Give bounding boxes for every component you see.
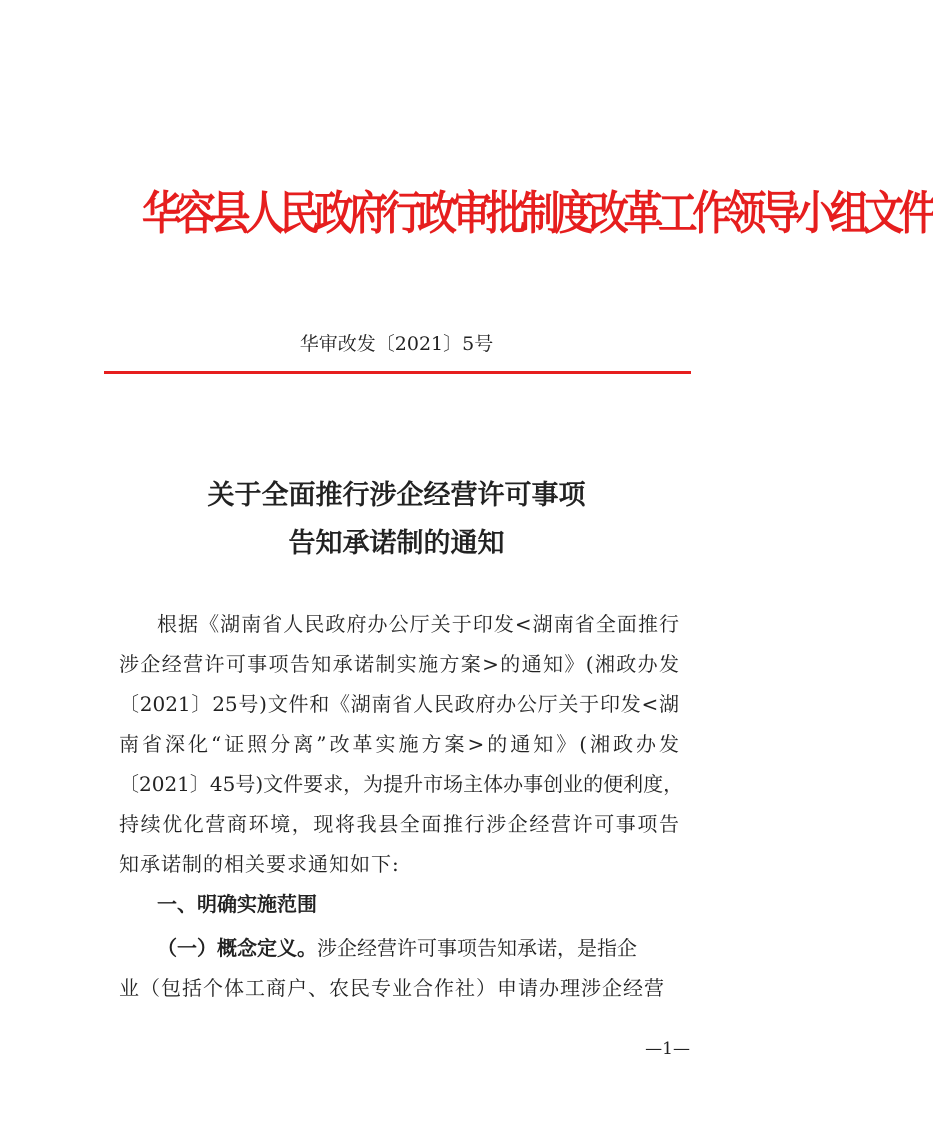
body-line — [157, 928, 679, 968]
document-title-line-2: 告知承诺制的通知 — [288, 528, 505, 559]
document-masthead: 华容县人民政府行政审批制度改革工作领导小组文件 — [142, 186, 933, 240]
body-line: 〔2021〕25号)文件和《湖南省人民政府办公厅关于印发<湖 — [119, 692, 679, 716]
body-line: 业（包括个体工商户、农民专业合作社）申请办理涉企经营 — [119, 976, 665, 1000]
body-line: 涉企经营许可事项告知承诺制实施方案>的通知》(湘政办发 — [119, 652, 679, 676]
body-line: 根据《湖南省人民政府办公厅关于印发<湖南省全面推行 — [157, 612, 679, 636]
subsection-label: （一）概念定义。 — [157, 936, 317, 960]
subsection-text: 涉企经营许可事项告知承诺，是指企 — [317, 936, 637, 960]
red-divider-line — [104, 371, 691, 374]
body-line: 持续优化营商环境，现将我县全面推行涉企经营许可事项告 — [119, 812, 679, 836]
document-number: 华审改发〔2021〕5号 — [299, 333, 494, 355]
body-line: 〔2021〕45号)文件要求，为提升市场主体办事创业的便利度， — [119, 772, 684, 796]
page-number: —1— — [645, 1039, 690, 1059]
body-line: 南省深化“证照分离”改革实施方案>的通知》(湘政办发 — [119, 732, 679, 756]
body-line: 知承诺制的相关要求通知如下: — [119, 852, 400, 876]
section-heading: 一、明确实施范围 — [157, 892, 317, 916]
document-title-line-1: 关于全面推行涉企经营许可事项 — [207, 480, 586, 511]
